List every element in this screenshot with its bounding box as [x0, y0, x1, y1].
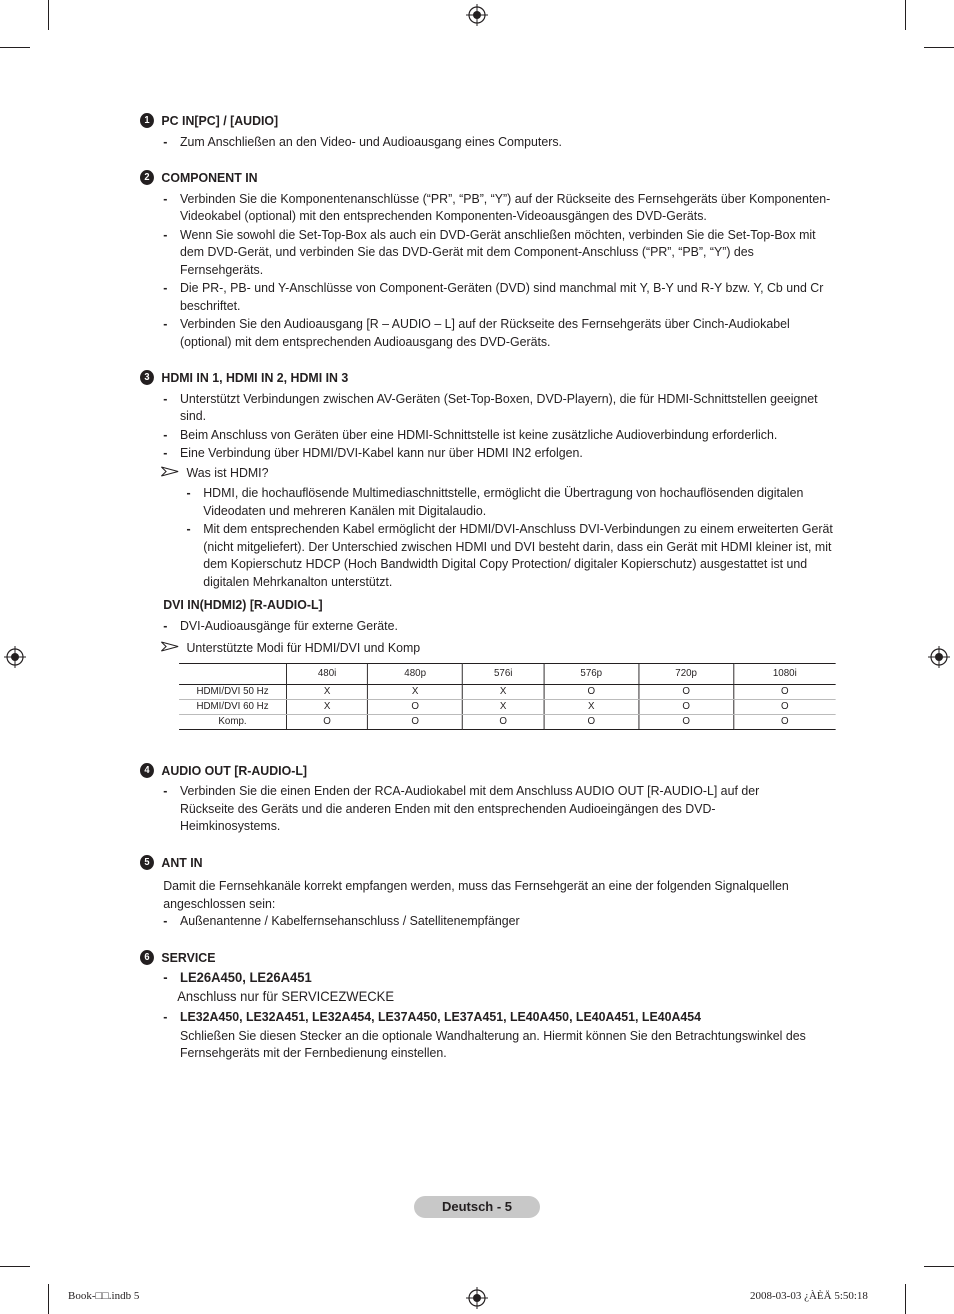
table-cell: O [734, 714, 836, 729]
table-cell: X [463, 699, 544, 714]
table-cell: O [368, 699, 463, 714]
table-cell: O [286, 714, 367, 729]
section-title: ANT IN [161, 854, 203, 870]
table-row [179, 714, 836, 729]
table-cell: O [734, 699, 836, 714]
table-cell: O [368, 714, 463, 729]
section-heading [140, 854, 840, 872]
section-component-in [140, 169, 840, 350]
list-item: - Beim Anschluss von Geräten über eine HDMI-Schnittstelle ist keine zusätzliche Audioverbindung erforderlich. [163, 426, 778, 442]
list-item: - Verbinden Sie die einen Enden der RCA-Audiokabel mit dem Anschluss AUDIO OUT [R-AUDIO-L] auf der Rückseite des Geräts und die anderen Enden mit den entsprechenden Audioeingängen des DVD-Heimkinosystems. [163, 783, 760, 833]
section-heading [140, 949, 840, 967]
table-row [179, 684, 836, 699]
section-title: HDMI IN 1, HDMI IN 2, HDMI IN 3 [161, 370, 349, 385]
table-cell: X [286, 699, 367, 714]
list-item: - DVI-Audioausgänge für externe Geräte. [163, 617, 398, 633]
registration-icon [466, 4, 488, 26]
list-item: - LE32A450, LE32A451, LE32A454, LE37A450, LE37A451, LE40A450, LE40A451, LE40A454 [163, 1009, 702, 1024]
table-header-cell: 480i [286, 663, 367, 684]
table-cell: X [463, 684, 544, 699]
section-number-badge: 1 [140, 113, 154, 128]
table-cell: O [639, 714, 734, 729]
arrow-note-icon [160, 639, 186, 657]
table-header-cell: 576i [463, 663, 544, 684]
paragraph: Schließen Sie diesen Stecker an die optionale Wandhalterung an. Hiermit können Sie den Betrachtungswinkel des Fernsehgeräts mit der Fernbedienung einstellen. [179, 1027, 806, 1060]
crop-mark [905, 1284, 906, 1314]
table-cell: O [639, 684, 734, 699]
section-number-badge: 6 [140, 950, 154, 965]
modes-table [179, 663, 836, 730]
table-cell: O [639, 699, 734, 714]
section-title: AUDIO OUT [R-AUDIO-L] [161, 762, 308, 778]
section-number-badge: 2 [140, 170, 154, 185]
list-item: - HDMI, die hochauflösende Multimediaschnittstelle, ermöglicht die Übertragung von hochauflösenden digitalen Videodaten und mehreren Kanälen mit Digitalaudio. [186, 485, 804, 518]
registration-icon [928, 646, 950, 668]
section-number-badge: 3 [140, 370, 154, 385]
table-cell: X [368, 684, 463, 699]
arrow-note-icon [160, 464, 186, 482]
list-item: - Verbinden Sie den Audioausgang [R – AUDIO – L] auf der Rückseite des Fernsehgeräts über Cinch-Audiokabel (optional) mit dem entsprechenden Audioausgang des DVD-Geräts. [163, 316, 790, 349]
table-header-cell: 480p [368, 663, 463, 684]
table-header-cell: 720p [639, 663, 734, 684]
table-cell: X [544, 699, 639, 714]
page-content [140, 112, 840, 1081]
registration-icon [466, 1287, 488, 1309]
registration-icon [4, 646, 26, 668]
print-slug-right: 2008-03-03 ¿ÀÈÄ 5:50:18 [750, 1290, 868, 1302]
table-header-cell: 1080i [734, 663, 836, 684]
table-cell: O [463, 714, 544, 729]
row-label: HDMI/DVI 60 Hz [179, 699, 286, 714]
note [160, 464, 840, 482]
section-heading [140, 112, 840, 130]
section-audio-out [140, 762, 840, 835]
crop-mark [924, 47, 954, 48]
list-item: - Eine Verbindung über HDMI/DVI-Kabel kann nur über HDMI IN2 erfolgen. [163, 445, 583, 460]
section-number-badge: 5 [140, 855, 154, 870]
table-header-row [179, 663, 836, 684]
list-item: - Mit dem entsprechenden Kabel ermöglicht der HDMI/DVI-Anschluss DVI-Verbindungen zu einem erweiterten Gerät (nicht mitgeliefert). Der Unterschied zwischen HDMI und DVI besteht darin, dass ein Gerät mit HDMI kleiner ist, mit dem Kopierschutz HDCP (Hoch Bandwidth Digital Copy Protection/ digitaler Kopierschutz) ausgestattet ist und digitalen Mehrkanalton unterstützt. [186, 521, 833, 589]
crop-mark [48, 0, 49, 30]
row-label: HDMI/DVI 50 Hz [179, 684, 286, 699]
row-label: Komp. [179, 714, 286, 729]
table-row [179, 699, 836, 714]
crop-mark [924, 1266, 954, 1267]
table-header-cell: 576p [544, 663, 639, 684]
paragraph: Damit die Fernsehkanäle korrekt empfangen werden, muss das Fernsehgerät an eine der folgenden Signalquellen angeschlossen sein: [163, 878, 789, 911]
list-item: - Die PR-, PB- und Y-Anschlüsse von Component-Geräten (DVD) sind manchmal mit Y, B-Y und R-Y bzw. Y, Cb und Cr beschriftet. [163, 280, 824, 313]
table-cell: X [286, 684, 367, 699]
note-title: Was ist HDMI? [186, 464, 269, 480]
crop-mark [48, 1284, 49, 1314]
section-service [140, 949, 840, 1062]
section-heading [140, 369, 840, 387]
paragraph: Anschluss nur für SERVICEZWECKE [177, 987, 395, 1004]
table-cell: O [544, 684, 639, 699]
section-pc-in [140, 112, 840, 150]
list-item: - Wenn Sie sowohl die Set-Top-Box als auch ein DVD-Gerät anschließen möchten, verbinden Sie die Set-Top-Box mit dem DVD-Gerät, und verbinden Sie das DVD-Gerät mit dem Component-Anschluss (“PR”, “PB”, “Y”) des Fernsehgeräts. [163, 226, 816, 277]
table-cell: O [544, 714, 639, 729]
section-ant-in [140, 854, 840, 930]
section-heading [140, 169, 840, 187]
section-title: COMPONENT IN [161, 170, 258, 185]
print-slug-left: Book-□□.indb 5 [68, 1290, 140, 1302]
list-item: - Unterstützt Verbindungen zwischen AV-Geräten (Set-Top-Boxen, DVD-Playern), die für HDMI-Schnittstellen geeignet sind. [163, 390, 818, 423]
crop-mark [905, 0, 906, 30]
list-item: - Verbinden Sie die Komponentenanschlüsse (“PR”, “PB”, “Y”) auf der Rückseite des Fernsehgeräts über Komponenten-Videokabel (optional) mit den entsprechenden Komponenten-Videoausgängen des DVD-Geräts. [163, 190, 831, 223]
note-title: Unterstützte Modi für HDMI/DVI und Komp [186, 640, 421, 655]
list-item: - Außenantenne / Kabelfernsehanschluss / Satellitenempfänger [163, 913, 520, 928]
dvi-subheading: DVI IN(HDMI2) [R-AUDIO-L] [163, 597, 323, 612]
list-item: - LE26A450, LE26A451 [163, 969, 312, 985]
section-number-badge: 4 [140, 763, 154, 778]
crop-mark [0, 1266, 30, 1267]
table-cell: O [734, 684, 836, 699]
section-heading [140, 762, 840, 780]
page-number-badge: Deutsch - 5 [414, 1196, 540, 1218]
section-title: SERVICE [161, 949, 216, 965]
section-title: PC IN[PC] / [AUDIO] [161, 113, 279, 128]
note [160, 639, 840, 657]
crop-mark [0, 47, 30, 48]
section-hdmi-in [140, 369, 840, 730]
list-item: - Zum Anschließen an den Video- und Audioausgang eines Computers. [163, 133, 562, 149]
